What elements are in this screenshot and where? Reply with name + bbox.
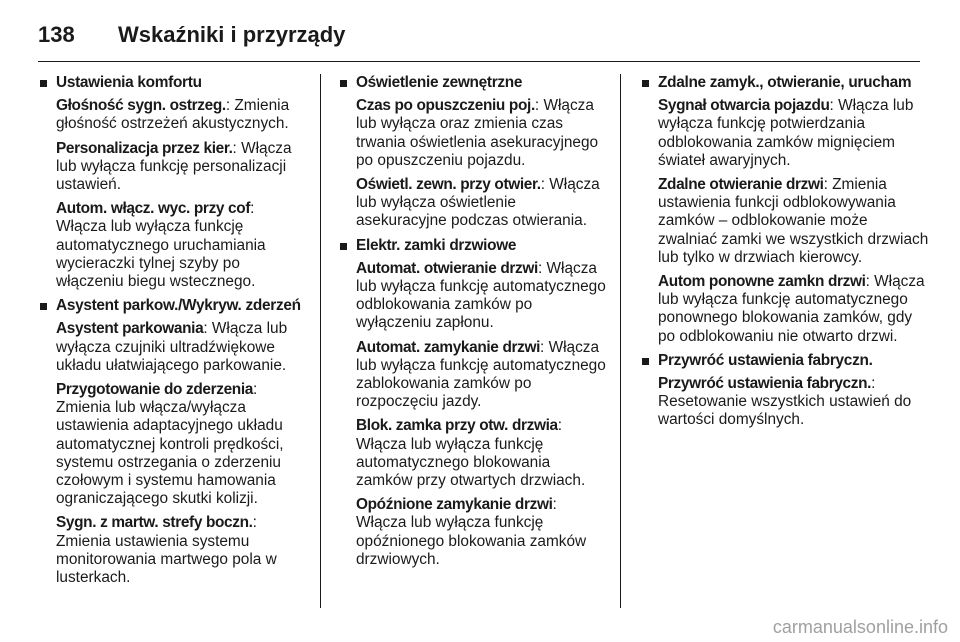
entry-description: Włącza lub wyłącza funkcję opóźnionego blokowania zamków drzwiowych. xyxy=(356,514,587,568)
section-title: Asystent parkow./Wykryw. zderzeń xyxy=(56,297,301,315)
entry-term: Autom. włącz. wyc. przy cof xyxy=(56,200,251,218)
square-bullet-icon xyxy=(340,243,347,250)
entry-term: Oświetl. zewn. przy otwier. xyxy=(356,176,541,194)
menu-entry xyxy=(56,200,308,291)
menu-entry xyxy=(56,381,308,508)
entry-separator: : xyxy=(232,139,242,157)
entry-term: Zdalne otwieranie drzwi xyxy=(658,176,824,194)
page-header xyxy=(38,18,930,52)
menu-entry xyxy=(56,97,308,133)
column-2 xyxy=(338,74,610,612)
section-title: Elektr. zamki drzwiowe xyxy=(356,236,517,254)
menu-section xyxy=(38,297,308,587)
entry-term: Automat. zamykanie drzwi xyxy=(356,338,541,356)
square-bullet-icon xyxy=(642,80,649,87)
entry-separator: : xyxy=(537,259,547,277)
entry-separator: : xyxy=(829,97,839,115)
menu-entry xyxy=(356,417,610,490)
entry-separator: : xyxy=(540,176,550,194)
square-bullet-icon xyxy=(340,80,347,87)
entry-description: Włącza lub wyłącza funkcję automatycznego zablokowania zamków po rozpoczęciu jazdy. xyxy=(356,338,606,411)
column-3 xyxy=(640,74,930,612)
menu-section xyxy=(640,74,930,346)
page-number: 138 xyxy=(38,22,75,47)
entry-description: Włącza lub wyłącza oraz zmienia czas trwania oświetlenia asekuracyjnego po opuszczeniu pojazdu. xyxy=(356,97,599,169)
entry-description: Włącza lub wyłącza funkcję automatycznego blokowania zamków przy otwartych drzwiach. xyxy=(356,435,586,490)
entry-description: Włącza lub wyłącza funkcję personalizacji ustawień. xyxy=(56,139,292,194)
entry-description: Zmienia ustawienia funkcji odblokowywania zamków – odblokowanie może zwalniać zamki we wszystkich drzwiach lub tylko w drzwiach kierowcy. xyxy=(658,176,929,266)
entry-separator: : xyxy=(534,97,544,115)
entry-term: Przygotowanie do zderzenia xyxy=(56,381,253,399)
entry-description: Włącza lub wyłącza oświetlenie asekuracyjne podczas otwierania. xyxy=(356,176,600,230)
entry-term: Sygnał otwarcia pojazdu xyxy=(658,97,830,115)
entry-term: Czas po opuszczeniu poj. xyxy=(356,97,535,115)
entry-description: Zmienia ustawienia systemu monitorowania martwego pola w lusterkach. xyxy=(56,532,277,587)
entry-separator: : xyxy=(823,176,833,194)
menu-section xyxy=(38,74,308,291)
entry-separator: : xyxy=(557,417,563,435)
square-bullet-icon xyxy=(40,80,47,87)
entry-separator: : xyxy=(250,200,255,218)
menu-entry xyxy=(356,260,610,333)
entry-term: Głośność sygn. ostrzeg. xyxy=(56,97,226,115)
watermark-text: carmanualsonline.info xyxy=(772,617,948,637)
entry-description: Włącza lub wyłącza funkcję automatycznego odblokowania zamków po wyłączeniu zapłonu. xyxy=(356,259,606,332)
entry-separator: : xyxy=(871,375,876,393)
page-title: Wskaźniki i przyrządy xyxy=(118,22,346,47)
menu-entry xyxy=(56,140,308,195)
entry-term: Autom ponowne zamkn drzwi xyxy=(658,273,866,291)
section-title: Ustawienia komfortu xyxy=(56,74,202,91)
menu-entry xyxy=(356,97,610,170)
header-rule xyxy=(38,61,920,62)
section-title: Przywróć ustawienia fabryczn. xyxy=(658,351,873,369)
entry-term: Blok. zamka przy otw. drzwia xyxy=(356,417,558,435)
entry-term: Sygn. z martw. strefy boczn. xyxy=(56,514,253,532)
menu-entry xyxy=(356,176,610,231)
menu-entry xyxy=(356,339,610,412)
column-divider xyxy=(320,74,321,608)
entry-description: Włącza lub wyłącza czujniki ultradźwiękowe układu ułatwiającego parkowanie. xyxy=(56,320,288,374)
entry-description: Zmienia lub włącza/wyłącza ustawienia adaptacyjnego układu automatycznej kontroli prędkości, systemu ostrzegania o zderzeniu czołowym i systemu hamowania ograniczającego skutki kolizji. xyxy=(56,399,284,508)
entry-separator: : xyxy=(252,514,257,532)
section-title: Oświetlenie zewnętrzne xyxy=(356,74,523,91)
square-bullet-icon xyxy=(40,303,47,310)
entry-description: Włącza lub wyłącza funkcję potwierdzania odblokowania zamków mignięciem świateł awaryjnych. xyxy=(658,97,914,169)
menu-entry xyxy=(56,320,308,375)
menu-entry xyxy=(658,97,930,170)
entry-term: Opóźnione zamykanie drzwi xyxy=(356,496,553,514)
entry-separator: : xyxy=(865,273,875,291)
entry-description: Resetowanie wszystkich ustawień do wartości domyślnych. xyxy=(658,393,912,429)
menu-section xyxy=(338,74,610,231)
menu-entry xyxy=(56,514,308,587)
entry-description: Włącza lub wyłącza funkcję automatycznego ponownego blokowania zamków, gdy po odblokowaniu nie otwarto drzwi. xyxy=(658,273,925,345)
menu-entry xyxy=(658,176,930,267)
entry-description: Włącza lub wyłącza funkcję automatycznego uruchamiania wycieraczki tylnej szyby po włączeniu biegu wstecznego. xyxy=(56,218,266,291)
menu-entry xyxy=(658,273,930,346)
column-divider xyxy=(620,74,621,608)
entry-separator: : xyxy=(253,381,258,399)
menu-section xyxy=(338,237,610,569)
menu-section xyxy=(640,352,930,430)
entry-term: Automat. otwieranie drzwi xyxy=(356,259,538,277)
entry-separator: : xyxy=(540,338,549,356)
entry-separator: : xyxy=(225,97,235,115)
entry-separator: : xyxy=(203,320,212,338)
menu-entry xyxy=(658,375,930,430)
entry-separator: : xyxy=(552,496,557,514)
column-1 xyxy=(38,74,308,612)
square-bullet-icon xyxy=(642,358,649,365)
menu-entry xyxy=(356,496,610,569)
section-title: Zdalne zamyk., otwieranie, urucham xyxy=(658,74,912,91)
entry-term: Przywróć ustawienia fabryczn. xyxy=(658,375,872,393)
entry-description: Zmienia głośność ostrzeżeń akustycznych. xyxy=(56,97,290,133)
entry-term: Personalizacja przez kier. xyxy=(56,139,233,157)
entry-term: Asystent parkowania xyxy=(56,320,204,338)
